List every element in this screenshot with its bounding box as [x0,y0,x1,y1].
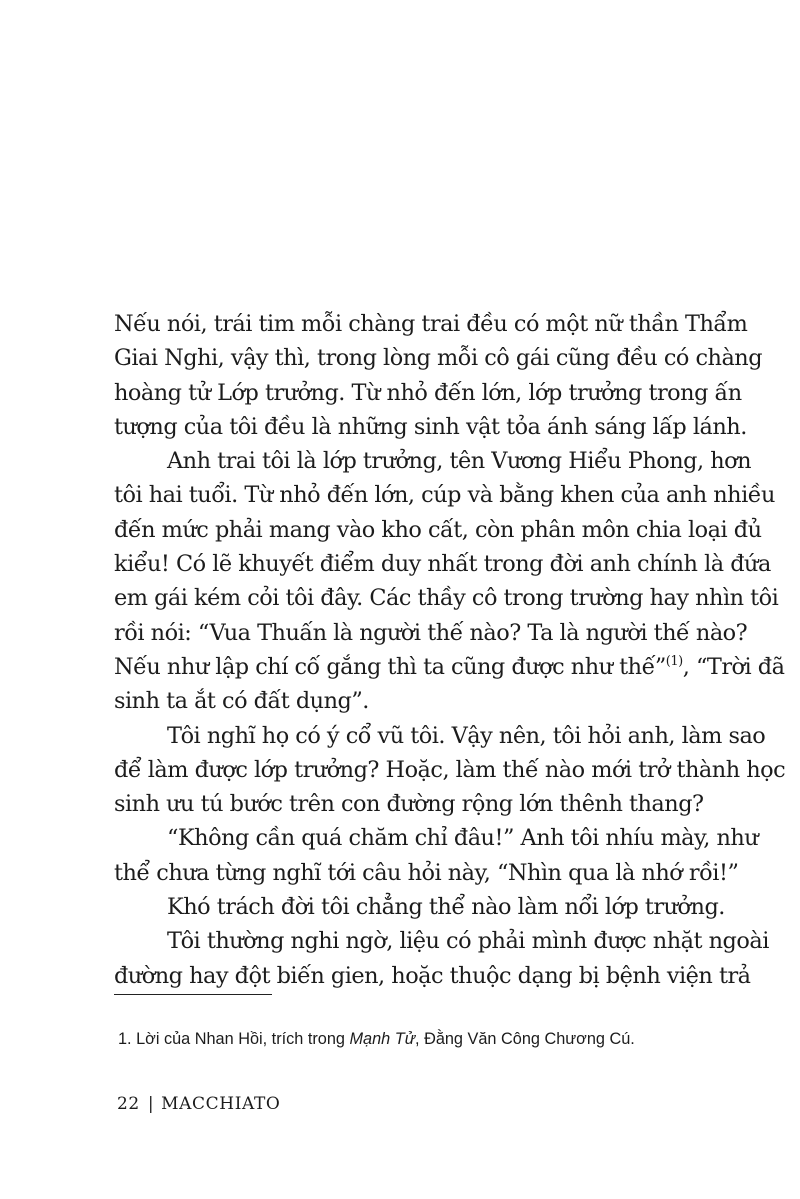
text-segment: Nếu như lập chí cố gắng thì ta cũng được như thế” [114,653,666,680]
text-segment: , “Trời đã [682,653,785,680]
text-line: thể chưa từng nghĩ tới câu hỏi này, “Nhìn qua là nhớ rồi!” [114,859,739,886]
text-line: sinh ta ắt có đất dụng”. [114,688,369,715]
text-line: tôi hai tuổi. Từ nhỏ đến lớn, cúp và bằng khen của anh nhiều [114,482,775,509]
text-line: “Không cần quá chăm chỉ đâu!” Anh tôi nhíu mày, như [167,825,759,852]
body-text [114,307,786,993]
footnote-text: , Đằng Văn Công Chương Cú. [415,1030,635,1048]
text-line: đến mức phải mang vào kho cất, còn phân môn chia loại đủ [114,516,762,543]
text-line: em gái kém cỏi tôi đây. Các thầy cô trong trường hay nhìn tôi [114,585,779,612]
page-number: 22 [117,1094,140,1114]
text-line: đường hay đột biến gien, hoặc thuộc dạng bị bệnh viện trả [114,962,751,989]
footnote-text: 1. Lời của Nhan Hồi, trích trong [118,1030,350,1048]
text-line: Tôi thường nghi ngờ, liệu có phải mình được nhặt ngoài [167,928,769,955]
text-line: kiểu! Có lẽ khuyết điểm duy nhất trong đời anh chính là đứa [114,551,771,578]
footnote [118,1029,635,1049]
book-title: MACCHIATO [161,1094,281,1114]
text-line: Khó trách đời tôi chẳng thể nào làm nổi lớp trưởng. [167,894,725,921]
text-line: để làm được lớp trưởng? Hoặc, làm thế nào mới trở thành học [114,756,786,783]
footnote-marker: (1) [665,653,683,669]
text-line: Giai Nghi, vậy thì, trong lòng mỗi cô gái cũng đều có chàng [114,345,763,372]
footnote-divider [114,994,272,995]
text-line: hoàng tử Lớp trưởng. Từ nhỏ đến lớn, lớp trưởng trong ấn [114,379,742,406]
footnote-book-title: Mạnh Tử [349,1030,416,1048]
text-line: Nếu nói, trái tim mỗi chàng trai đều có một nữ thần Thẩm [114,311,748,337]
text-line: rồi nói: “Vua Thuấn là người thế nào? Ta là người thế nào? [114,619,748,646]
footer-separator: | [147,1094,155,1114]
text-line: sinh ưu tú bước trên con đường rộng lớn thênh thang? [114,791,704,818]
text-line [114,650,785,684]
page-footer [117,1094,280,1114]
text-line: Tôi nghĩ họ có ý cổ vũ tôi. Vậy nên, tôi hỏi anh, làm sao [167,722,766,749]
text-line: tượng của tôi đều là những sinh vật tỏa ánh sáng lấp lánh. [114,413,747,440]
text-line: Anh trai tôi là lớp trưởng, tên Vương Hiểu Phong, hơn [167,448,752,475]
